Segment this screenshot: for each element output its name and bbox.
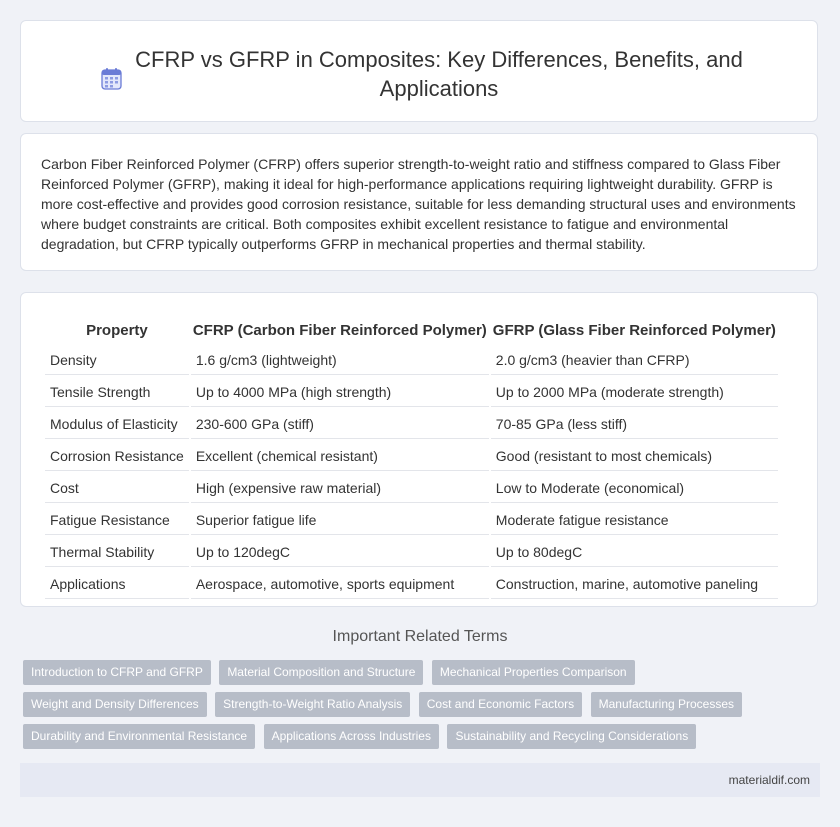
header-cfrp: CFRP (Carbon Fiber Reinforced Polymer) <box>192 321 487 339</box>
cell-cfrp: 230-600 GPa (stiff) <box>191 409 489 439</box>
cell-gfrp: Low to Moderate (economical) <box>491 473 778 503</box>
table-row <box>45 441 778 471</box>
table-header-row <box>45 317 778 343</box>
cell-property: Applications <box>45 569 189 599</box>
cell-property: Modulus of Elasticity <box>45 409 189 439</box>
related-term-tag[interactable]: Mechanical Properties Comparison <box>432 660 635 685</box>
related-term-tag[interactable]: Introduction to CFRP and GFRP <box>23 660 211 685</box>
cell-property: Thermal Stability <box>45 537 189 567</box>
table-row <box>45 505 778 535</box>
cell-gfrp: Up to 2000 MPa (moderate strength) <box>491 377 778 407</box>
related-term-tag[interactable]: Cost and Economic Factors <box>419 692 582 717</box>
cell-cfrp: Excellent (chemical resistant) <box>191 441 489 471</box>
related-terms-list <box>23 660 823 756</box>
cell-gfrp: Good (resistant to most chemicals) <box>491 441 778 471</box>
table-row <box>45 569 778 599</box>
cell-cfrp: Superior fatigue life <box>191 505 489 535</box>
cell-property: Density <box>45 345 189 375</box>
table-row <box>45 537 778 567</box>
related-term-tag[interactable]: Strength-to-Weight Ratio Analysis <box>215 692 410 717</box>
cell-gfrp: 2.0 g/cm3 (heavier than CFRP) <box>491 345 778 375</box>
table-row <box>45 409 778 439</box>
title-card <box>20 20 818 122</box>
header-property: Property <box>86 321 148 339</box>
cell-cfrp: Up to 4000 MPa (high strength) <box>191 377 489 407</box>
table-row <box>45 377 778 407</box>
related-term-tag[interactable]: Applications Across Industries <box>264 724 439 749</box>
cell-cfrp: High (expensive raw material) <box>191 473 489 503</box>
comparison-table-card <box>20 292 818 607</box>
comparison-table <box>43 315 780 601</box>
cell-property: Cost <box>45 473 189 503</box>
cell-gfrp: 70-85 GPa (less stiff) <box>491 409 778 439</box>
page-title: CFRP vs GFRP in Composites: Key Differences, Benefits, and Applications <box>135 47 743 101</box>
cell-property: Fatigue Resistance <box>45 505 189 535</box>
related-term-tag[interactable]: Material Composition and Structure <box>219 660 423 685</box>
cell-gfrp: Moderate fatigue resistance <box>491 505 778 535</box>
cell-cfrp: Aerospace, automotive, sports equipment <box>191 569 489 599</box>
footer-site-link[interactable]: materialdif.com <box>728 773 810 787</box>
cell-gfrp: Construction, marine, automotive paneling <box>491 569 778 599</box>
summary-card <box>20 133 818 271</box>
cell-property: Tensile Strength <box>45 377 189 407</box>
table-row <box>45 473 778 503</box>
cell-cfrp: 1.6 g/cm3 (lightweight) <box>191 345 489 375</box>
table-row <box>45 345 778 375</box>
footer <box>20 763 820 797</box>
header-gfrp: GFRP (Glass Fiber Reinforced Polymer) <box>492 321 776 339</box>
related-term-tag[interactable]: Sustainability and Recycling Considerations <box>447 724 696 749</box>
related-term-tag[interactable]: Weight and Density Differences <box>23 692 207 717</box>
summary-text: Carbon Fiber Reinforced Polymer (CFRP) offers superior strength-to-weight ratio and stiffness compared to Glass Fiber Reinforced Polymer (GFRP), making it ideal for high-performance applications requiring lightweight durability. GFRP is more cost-effective and provides good corrosion resistance, suitable for less demanding structural uses and environments where budget constraints are critical. Both composites exhibit excellent resistance to fatigue and environmental degradation, but CFRP typically outperforms GFRP in mechanical properties and thermal stability. <box>41 156 796 252</box>
cell-property: Corrosion Resistance <box>45 441 189 471</box>
cell-gfrp: Up to 80degC <box>491 537 778 567</box>
cell-cfrp: Up to 120degC <box>191 537 489 567</box>
related-terms-heading: Important Related Terms <box>332 628 508 645</box>
related-term-tag[interactable]: Durability and Environmental Resistance <box>23 724 255 749</box>
related-term-tag[interactable]: Manufacturing Processes <box>591 692 742 717</box>
